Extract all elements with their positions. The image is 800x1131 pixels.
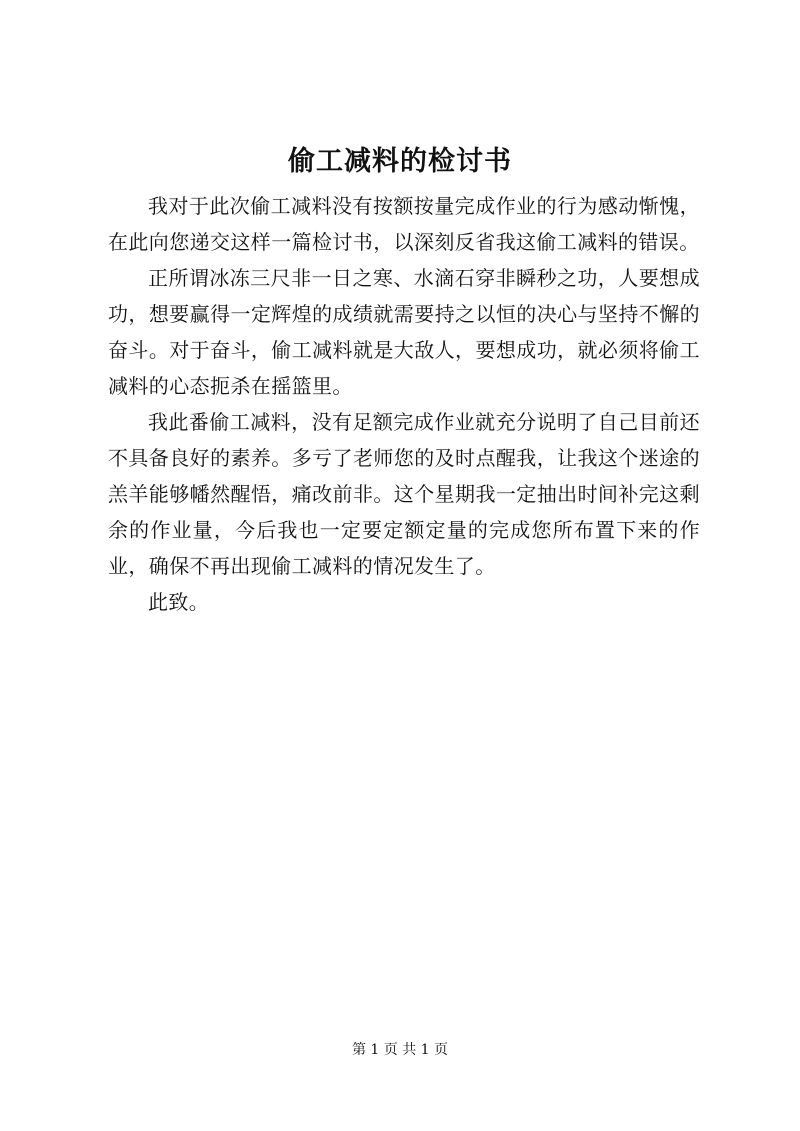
paragraph-1: 我对于此次偷工减料没有按额按量完成作业的行为感动惭愧，在此向您递交这样一篇检讨书，以深刻反省我这偷工减料的错误。 <box>108 194 700 254</box>
paragraph-3: 我此番偷工减料，没有足额完成作业就充分说明了自己目前还不具备良好的素养。多亏了老师您的及时点醒我，让我这个迷途的羔羊能够幡然醒悟，痛改前非。这个星期我一定抽出时间补完这剩余的作业量，今后我也一定要定额定量的完成您所布置下来的作业，确保不再出现偷工减料的情况发生了。 <box>108 410 700 578</box>
paragraph-2: 正所谓冰冻三尺非一日之寒、水滴石穿非瞬秒之功，人要想成功，想要赢得一定辉煌的成绩就需要持之以恒的决心与坚持不懈的奋斗。对于奋斗，偷工减料就是大敌人，要想成功，就必须将偷工减料的心态扼杀在摇篮里。 <box>108 266 700 398</box>
page-footer: 第 1 页 共 1 页 <box>351 1042 449 1058</box>
document-title: 偷工减料的检讨书 <box>288 146 512 177</box>
paragraph-4: 此致。 <box>148 590 210 614</box>
document-body <box>108 188 700 620</box>
